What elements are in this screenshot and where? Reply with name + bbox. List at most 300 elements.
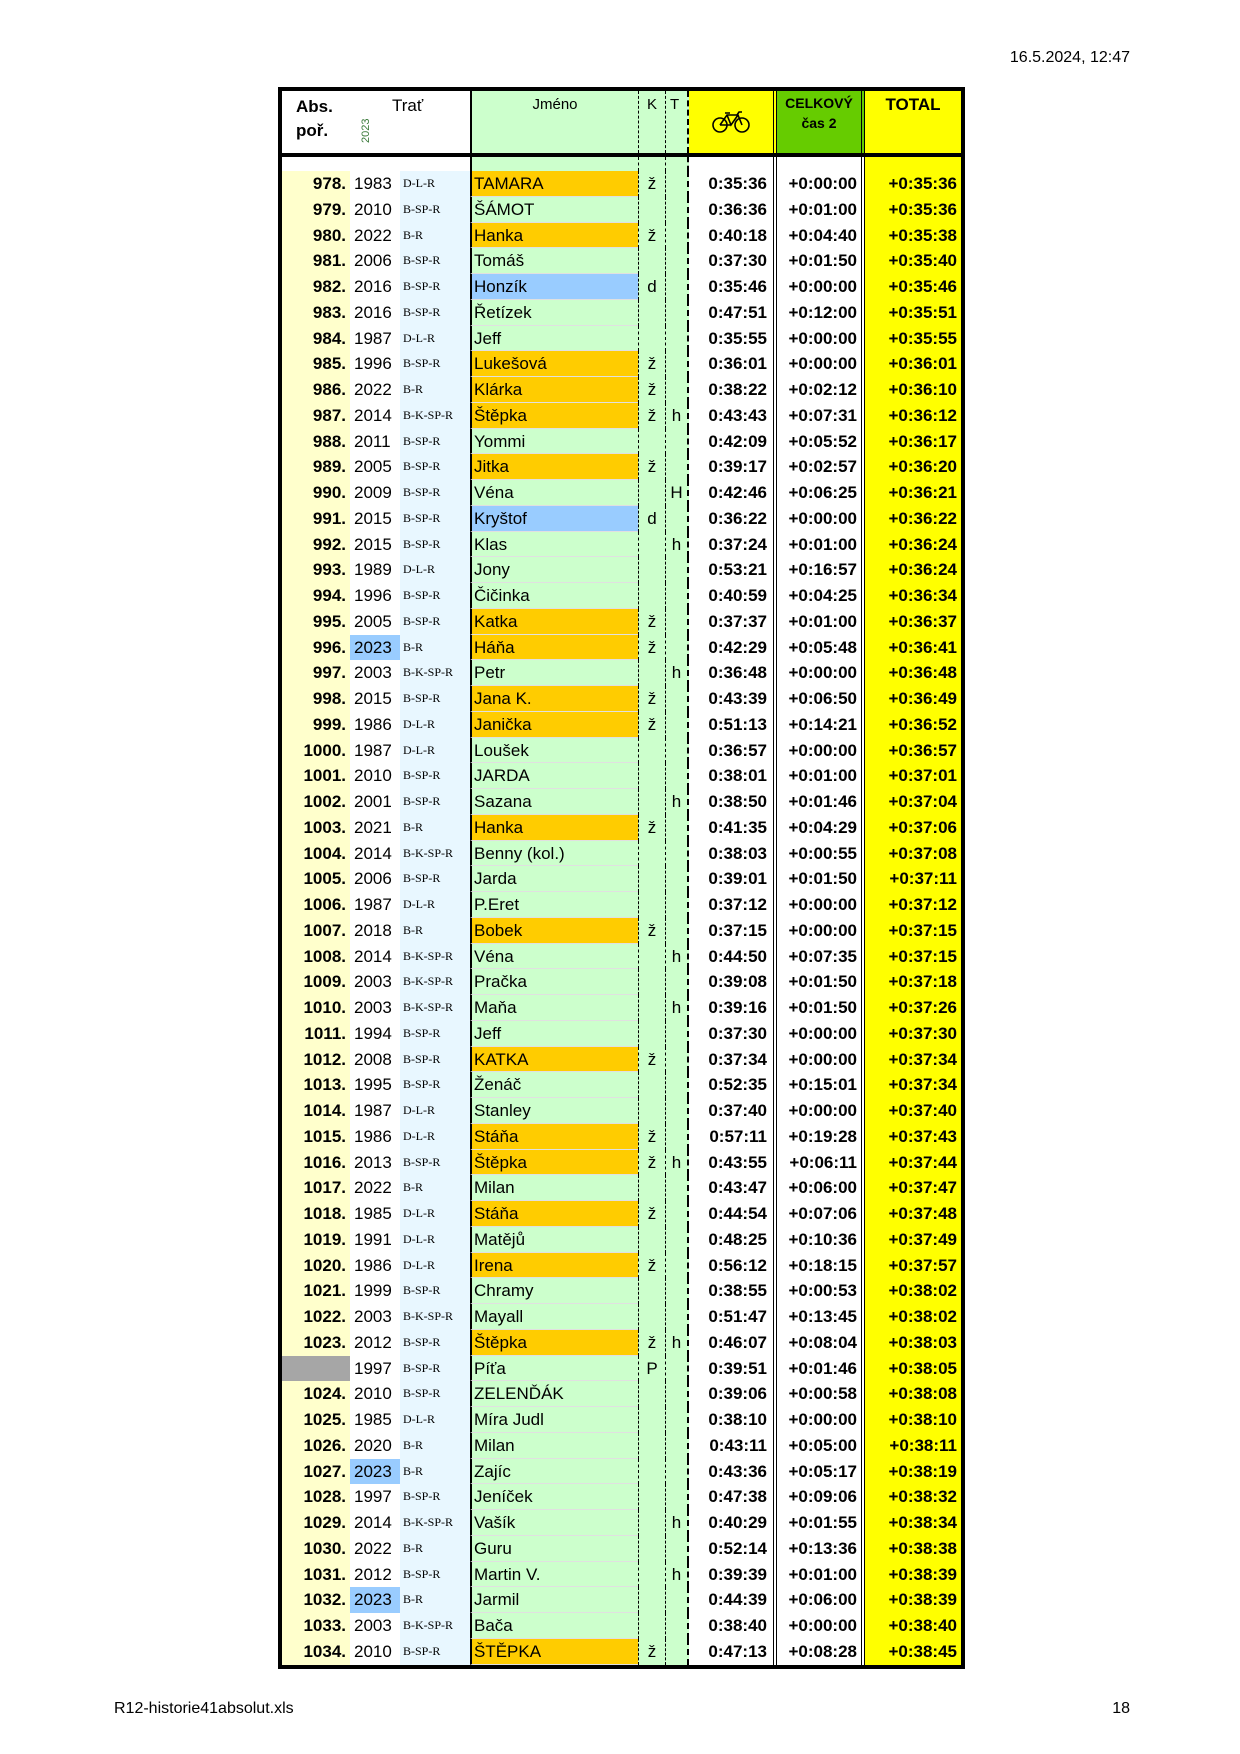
- row-name: Jeff: [470, 1021, 638, 1047]
- row-abs: 1029.: [282, 1510, 350, 1536]
- table-row: [282, 403, 961, 429]
- row-bike-time: 0:43:47: [689, 1175, 777, 1201]
- row-t: [665, 454, 689, 480]
- row-bike-time: 0:37:24: [689, 532, 777, 558]
- header-abs: [282, 91, 350, 153]
- table-row: [282, 1433, 961, 1459]
- row-celkovy: +0:00:00: [777, 1098, 865, 1124]
- bicycle-icon: [712, 110, 750, 134]
- row-k: ž: [638, 686, 665, 712]
- row-trat: B-SP-R: [400, 480, 470, 506]
- row-k: [638, 248, 665, 274]
- row-abs: 1011.: [282, 1021, 350, 1047]
- row-name: Míra Judl: [470, 1407, 638, 1433]
- row-celkovy: +0:06:11: [777, 1150, 865, 1176]
- row-k: [638, 1072, 665, 1098]
- row-year: 2015: [354, 534, 392, 554]
- row-t: [665, 377, 689, 403]
- row-name: Irena: [470, 1253, 638, 1279]
- row-abs: 1014.: [282, 1098, 350, 1124]
- row-t: [665, 1304, 689, 1330]
- row-k: [638, 1227, 665, 1253]
- row-name: Sazana: [470, 789, 638, 815]
- row-total: +0:36:24: [865, 557, 961, 583]
- row-k: ž: [638, 1124, 665, 1150]
- row-abs: 1008.: [282, 944, 350, 970]
- row-trat: B-SP-R: [400, 1150, 470, 1176]
- row-abs: 995.: [282, 609, 350, 635]
- row-name: Štěpka: [470, 1150, 638, 1176]
- row-celkovy: +0:01:50: [777, 248, 865, 274]
- row-abs: 1023.: [282, 1330, 350, 1356]
- row-abs: 1013.: [282, 1072, 350, 1098]
- row-total: +0:38:08: [865, 1381, 961, 1407]
- row-year: 1987: [354, 895, 392, 914]
- row-celkovy: +0:14:21: [777, 712, 865, 738]
- row-year: 1991: [354, 1229, 392, 1249]
- row-name: Háňa: [470, 635, 638, 661]
- row-k: ž: [638, 454, 665, 480]
- row-celkovy: +0:00:00: [777, 738, 865, 764]
- row-t: h: [665, 1150, 689, 1176]
- row-total: +0:38:10: [865, 1407, 961, 1433]
- row-celkovy: +0:07:06: [777, 1201, 865, 1227]
- row-bike-time: 0:36:48: [689, 660, 777, 686]
- row-k: [638, 866, 665, 892]
- row-year: 2013: [354, 1152, 392, 1172]
- row-abs: 984.: [282, 326, 350, 352]
- row-bike-time: 0:43:11: [689, 1433, 777, 1459]
- row-celkovy: +0:00:00: [777, 660, 865, 686]
- row-trat: D-L-R: [400, 557, 470, 583]
- row-abs: 1021.: [282, 1278, 350, 1304]
- row-year: 2005: [354, 611, 392, 631]
- table-row: [282, 1278, 961, 1304]
- row-bike-time: 0:52:35: [689, 1072, 777, 1098]
- header-celkovy-line1: CELKOVÝ: [785, 95, 853, 111]
- row-trat: B-SP-R: [400, 1330, 470, 1356]
- row-k: [638, 532, 665, 558]
- row-t: [665, 326, 689, 352]
- row-name: Jeff: [470, 326, 638, 352]
- table-row: [282, 1072, 961, 1098]
- row-celkovy: +0:01:00: [777, 1562, 865, 1588]
- row-bike-time: 0:38:50: [689, 789, 777, 815]
- row-celkovy: +0:01:50: [777, 995, 865, 1021]
- table-row: [282, 1201, 961, 1227]
- row-year: 1986: [354, 1255, 392, 1275]
- row-name: Lukešová: [470, 351, 638, 377]
- row-year: 2006: [354, 869, 392, 889]
- results-table: [278, 87, 965, 1669]
- row-t: h: [665, 1562, 689, 1588]
- row-celkovy: +0:00:00: [777, 1021, 865, 1047]
- row-bike-time: 0:51:13: [689, 712, 777, 738]
- row-total: +0:36:21: [865, 480, 961, 506]
- row-trat: B-K-SP-R: [400, 403, 470, 429]
- row-trat: B-R: [400, 377, 470, 403]
- row-year: 2012: [354, 1332, 392, 1352]
- row-name: Vašík: [470, 1510, 638, 1536]
- row-total: +0:37:34: [865, 1047, 961, 1073]
- row-abs: 1010.: [282, 995, 350, 1021]
- row-bike-time: 0:39:01: [689, 866, 777, 892]
- row-k: [638, 1381, 665, 1407]
- row-name: Kryštof: [470, 506, 638, 532]
- row-total: +0:38:03: [865, 1330, 961, 1356]
- row-k: [638, 738, 665, 764]
- row-trat: B-SP-R: [400, 1639, 470, 1665]
- row-celkovy: +0:10:36: [777, 1227, 865, 1253]
- table-row: [282, 1639, 961, 1665]
- row-trat: B-R: [400, 1175, 470, 1201]
- table-row: [282, 918, 961, 944]
- row-trat: B-SP-R: [400, 763, 470, 789]
- row-trat: B-SP-R: [400, 248, 470, 274]
- row-total: +0:36:12: [865, 403, 961, 429]
- row-t: [665, 429, 689, 455]
- row-year: 2015: [354, 508, 392, 528]
- table-row: [282, 1227, 961, 1253]
- row-year: 1989: [354, 560, 392, 580]
- table-body: [282, 171, 961, 1665]
- row-t: [665, 1253, 689, 1279]
- row-abs: 999.: [282, 712, 350, 738]
- row-t: [665, 1201, 689, 1227]
- row-trat: B-SP-R: [400, 583, 470, 609]
- table-row: [282, 454, 961, 480]
- row-celkovy: +0:06:25: [777, 480, 865, 506]
- row-trat: B-SP-R: [400, 532, 470, 558]
- row-k: [638, 1304, 665, 1330]
- row-total: +0:38:11: [865, 1433, 961, 1459]
- row-celkovy: +0:06:50: [777, 686, 865, 712]
- table-row: [282, 429, 961, 455]
- table-row: [282, 197, 961, 223]
- row-total: +0:37:15: [865, 918, 961, 944]
- row-name: Ženáč: [470, 1072, 638, 1098]
- row-total: +0:38:38: [865, 1536, 961, 1562]
- row-total: +0:38:32: [865, 1484, 961, 1510]
- row-total: +0:35:46: [865, 274, 961, 300]
- row-trat: B-K-SP-R: [400, 1613, 470, 1639]
- row-bike-time: 0:44:39: [689, 1587, 777, 1613]
- row-trat: D-L-R: [400, 892, 470, 918]
- row-year: 2003: [354, 663, 392, 683]
- row-trat: B-SP-R: [400, 1562, 470, 1588]
- row-bike-time: 0:42:29: [689, 635, 777, 661]
- row-trat: D-L-R: [400, 1201, 470, 1227]
- row-total: +0:37:57: [865, 1253, 961, 1279]
- row-total: +0:38:34: [865, 1510, 961, 1536]
- row-t: [665, 274, 689, 300]
- row-trat: D-L-R: [400, 712, 470, 738]
- row-celkovy: +0:13:36: [777, 1536, 865, 1562]
- row-bike-time: 0:39:06: [689, 1381, 777, 1407]
- row-total: +0:35:36: [865, 197, 961, 223]
- row-abs: 978.: [282, 171, 350, 197]
- row-year: 1987: [354, 328, 392, 348]
- row-k: [638, 944, 665, 970]
- row-k: [638, 480, 665, 506]
- row-name: Bača: [470, 1613, 638, 1639]
- row-bike-time: 0:56:12: [689, 1253, 777, 1279]
- row-trat: B-R: [400, 223, 470, 249]
- row-k: [638, 841, 665, 867]
- row-bike-time: 0:43:39: [689, 686, 777, 712]
- row-t: [665, 866, 689, 892]
- row-name: Jarmil: [470, 1587, 638, 1613]
- row-t: [665, 712, 689, 738]
- row-year: 2010: [354, 1384, 392, 1404]
- row-trat: B-SP-R: [400, 429, 470, 455]
- row-k: ž: [638, 223, 665, 249]
- row-k: [638, 326, 665, 352]
- table-row: [282, 763, 961, 789]
- row-year: 2023: [350, 635, 400, 661]
- row-t: H: [665, 480, 689, 506]
- table-row: [282, 1098, 961, 1124]
- row-total: +0:36:10: [865, 377, 961, 403]
- row-name: ŠTĚPKA: [470, 1639, 638, 1665]
- row-year: 1999: [354, 1281, 392, 1301]
- row-total: +0:36:52: [865, 712, 961, 738]
- table-row: [282, 789, 961, 815]
- row-bike-time: 0:42:09: [689, 429, 777, 455]
- row-trat: B-R: [400, 1536, 470, 1562]
- table-row: [282, 532, 961, 558]
- table-row: [282, 686, 961, 712]
- row-abs: 1009.: [282, 969, 350, 995]
- row-t: [665, 763, 689, 789]
- row-t: [665, 300, 689, 326]
- row-total: +0:37:26: [865, 995, 961, 1021]
- header-t: T: [665, 91, 689, 153]
- row-celkovy: +0:05:17: [777, 1459, 865, 1485]
- row-abs: 1005.: [282, 866, 350, 892]
- row-k: ž: [638, 1150, 665, 1176]
- row-t: [665, 557, 689, 583]
- row-bike-time: 0:47:13: [689, 1639, 777, 1665]
- row-total: +0:36:49: [865, 686, 961, 712]
- table-row: [282, 377, 961, 403]
- row-trat: B-K-SP-R: [400, 969, 470, 995]
- row-bike-time: 0:57:11: [689, 1124, 777, 1150]
- row-bike-time: 0:39:08: [689, 969, 777, 995]
- row-name: Maňa: [470, 995, 638, 1021]
- row-t: [665, 583, 689, 609]
- row-t: [665, 1613, 689, 1639]
- row-bike-time: 0:38:22: [689, 377, 777, 403]
- row-name: Tomáš: [470, 248, 638, 274]
- row-year: 2001: [354, 792, 392, 811]
- row-abs: 1020.: [282, 1253, 350, 1279]
- table-row: [282, 1562, 961, 1588]
- row-abs: 1026.: [282, 1433, 350, 1459]
- table-row: [282, 1124, 961, 1150]
- row-name: Janička: [470, 712, 638, 738]
- row-k: [638, 197, 665, 223]
- row-total: +0:36:41: [865, 635, 961, 661]
- row-bike-time: 0:35:36: [689, 171, 777, 197]
- row-t: [665, 1459, 689, 1485]
- row-abs: 1006.: [282, 892, 350, 918]
- row-abs: 998.: [282, 686, 350, 712]
- row-celkovy: +0:08:04: [777, 1330, 865, 1356]
- row-name: TAMARA: [470, 171, 638, 197]
- row-celkovy: +0:00:00: [777, 171, 865, 197]
- row-bike-time: 0:36:57: [689, 738, 777, 764]
- row-t: [665, 1587, 689, 1613]
- row-t: [665, 223, 689, 249]
- row-year: 2021: [354, 817, 392, 837]
- row-k: [638, 1175, 665, 1201]
- row-name: ŠÁMOT: [470, 197, 638, 223]
- row-t: h: [665, 789, 689, 815]
- row-name: Yommi: [470, 429, 638, 455]
- row-bike-time: 0:40:18: [689, 223, 777, 249]
- row-trat: B-SP-R: [400, 1484, 470, 1510]
- row-t: [665, 1381, 689, 1407]
- table-row: [282, 660, 961, 686]
- row-name: Matějů: [470, 1227, 638, 1253]
- row-k: [638, 557, 665, 583]
- row-total: +0:36:17: [865, 429, 961, 455]
- row-total: +0:36:20: [865, 454, 961, 480]
- table-row: [282, 274, 961, 300]
- row-total: +0:38:39: [865, 1587, 961, 1613]
- row-year: 1985: [354, 1204, 392, 1223]
- row-celkovy: +0:01:50: [777, 866, 865, 892]
- row-celkovy: +0:09:06: [777, 1484, 865, 1510]
- row-abs: 989.: [282, 454, 350, 480]
- row-name: Martin V.: [470, 1562, 638, 1588]
- row-trat: B-R: [400, 635, 470, 661]
- row-k: [638, 660, 665, 686]
- row-trat: B-R: [400, 815, 470, 841]
- row-trat: B-R: [400, 1459, 470, 1485]
- row-bike-time: 0:35:46: [689, 274, 777, 300]
- row-k: [638, 583, 665, 609]
- row-k: ž: [638, 1047, 665, 1073]
- table-row: [282, 609, 961, 635]
- row-trat: B-SP-R: [400, 866, 470, 892]
- row-abs: 1001.: [282, 763, 350, 789]
- header-abs-line2: poř.: [296, 121, 329, 140]
- row-name: Klas: [470, 532, 638, 558]
- row-trat: B-SP-R: [400, 609, 470, 635]
- row-trat: B-SP-R: [400, 686, 470, 712]
- row-year: 1995: [354, 1075, 392, 1095]
- table-row: [282, 1253, 961, 1279]
- row-k: [638, 995, 665, 1021]
- row-abs: 987.: [282, 403, 350, 429]
- row-name: Loušek: [470, 738, 638, 764]
- row-trat: B-K-SP-R: [400, 841, 470, 867]
- row-abs: [282, 1356, 350, 1382]
- header-trat-label: Trať: [392, 96, 424, 115]
- row-year: 2011: [354, 431, 391, 451]
- row-bike-time: 0:53:21: [689, 557, 777, 583]
- row-k: [638, 1407, 665, 1433]
- row-abs: 1003.: [282, 815, 350, 841]
- row-t: [665, 686, 689, 712]
- row-celkovy: +0:01:46: [777, 789, 865, 815]
- row-name: Véna: [470, 480, 638, 506]
- row-celkovy: +0:04:40: [777, 223, 865, 249]
- table-row: [282, 944, 961, 970]
- row-k: ž: [638, 1201, 665, 1227]
- row-bike-time: 0:38:01: [689, 763, 777, 789]
- table-row: [282, 480, 961, 506]
- row-abs: 1025.: [282, 1407, 350, 1433]
- row-abs: 1000.: [282, 738, 350, 764]
- row-trat: B-K-SP-R: [400, 944, 470, 970]
- row-total: +0:38:40: [865, 1613, 961, 1639]
- row-year: 1987: [354, 740, 392, 760]
- row-year: 2022: [354, 225, 392, 245]
- row-abs: 1018.: [282, 1201, 350, 1227]
- row-celkovy: +0:00:55: [777, 841, 865, 867]
- row-bike-time: 0:46:07: [689, 1330, 777, 1356]
- row-total: +0:36:37: [865, 609, 961, 635]
- header-name: Jméno: [470, 91, 638, 153]
- row-trat: B-K-SP-R: [400, 1304, 470, 1330]
- row-year: 2016: [354, 302, 392, 322]
- row-year: 2020: [354, 1435, 392, 1455]
- row-name: Řetízek: [470, 300, 638, 326]
- row-abs: 1034.: [282, 1639, 350, 1665]
- row-total: +0:37:11: [865, 866, 961, 892]
- row-celkovy: +0:00:00: [777, 506, 865, 532]
- row-celkovy: +0:05:00: [777, 1433, 865, 1459]
- footer-page-number: 18: [1112, 1700, 1130, 1717]
- row-abs: 1022.: [282, 1304, 350, 1330]
- row-total: +0:37:04: [865, 789, 961, 815]
- table-row: [282, 815, 961, 841]
- row-total: +0:36:24: [865, 532, 961, 558]
- row-celkovy: +0:02:57: [777, 454, 865, 480]
- row-k: ž: [638, 815, 665, 841]
- row-year: 2010: [354, 1641, 392, 1661]
- table-row: [282, 1021, 961, 1047]
- row-k: [638, 1510, 665, 1536]
- table-row: [282, 1356, 961, 1382]
- row-k: [638, 300, 665, 326]
- row-t: [665, 609, 689, 635]
- row-bike-time: 0:37:12: [689, 892, 777, 918]
- table-row: [282, 300, 961, 326]
- table-row: [282, 351, 961, 377]
- row-celkovy: +0:00:00: [777, 892, 865, 918]
- row-year: 2003: [354, 972, 392, 992]
- row-k: ž: [638, 1330, 665, 1356]
- row-name: Honzík: [470, 274, 638, 300]
- row-year: 2014: [354, 946, 392, 966]
- row-k: [638, 1587, 665, 1613]
- row-year: 1996: [354, 354, 392, 374]
- row-year: 2003: [354, 1307, 392, 1326]
- row-year: 2008: [354, 1049, 392, 1069]
- row-k: ž: [638, 712, 665, 738]
- row-name: Milan: [470, 1433, 638, 1459]
- header-total: TOTAL: [865, 91, 961, 153]
- row-abs: 981.: [282, 248, 350, 274]
- row-total: +0:37:01: [865, 763, 961, 789]
- row-year: 2022: [354, 380, 392, 399]
- row-total: +0:36:34: [865, 583, 961, 609]
- row-abs: 1012.: [282, 1047, 350, 1073]
